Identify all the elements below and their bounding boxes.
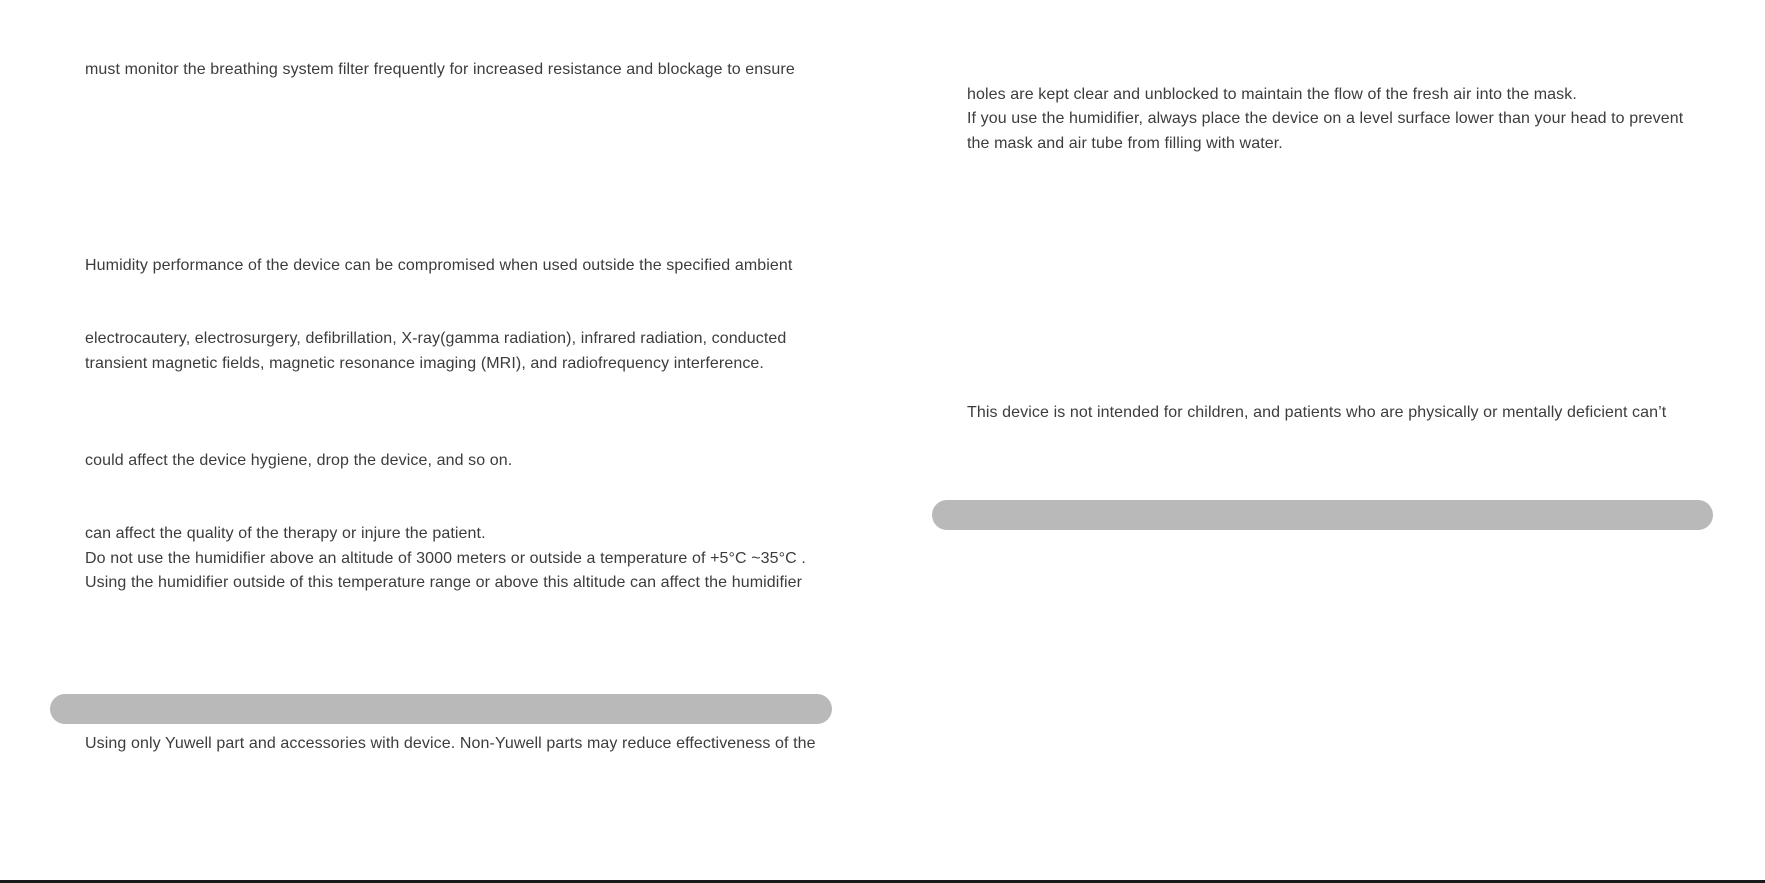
text-line: This device is not intended for children, and patients who are physically or mentally deficient can’t [967, 404, 1667, 421]
text-line: Using the humidifier outside of this temperature range or above this altitude can affect the humidifier [85, 574, 803, 591]
text-line: electrocautery, electrosurgery, defibrillation, X-ray(gamma radiation), infrared radiation, conducted [85, 330, 787, 347]
text-line: must monitor the breathing system filter frequently for increased resistance and blockage to ensure [85, 61, 795, 78]
section-heading-bar [50, 694, 832, 724]
text-line: Using only Yuwell part and accessories with device. Non-Yuwell parts may reduce effectiveness of the [85, 735, 816, 752]
text-line: could affect the device hygiene, drop the device, and so on. [85, 452, 513, 469]
text-line: Humidity performance of the device can be compromised when used outside the specified ambient [85, 257, 793, 274]
right-page [882, 0, 1765, 883]
text-line: can affect the quality of the therapy or injure the patient. [85, 525, 486, 542]
text-line: transient magnetic fields, magnetic resonance imaging (MRI), and radiofrequency interference. [85, 355, 764, 372]
section-heading-bar [932, 500, 1713, 530]
text-line: holes are kept clear and unblocked to maintain the flow of the fresh air into the mask. [967, 86, 1577, 103]
text-line: Do not use the humidifier above an altitude of 3000 meters or outside a temperature of +5°C ~35°C . [85, 550, 806, 567]
left-page [0, 0, 882, 883]
text-line: If you use the humidifier, always place the device on a level surface lower than your head to prevent [967, 110, 1684, 127]
text-line: the mask and air tube from filling with water. [967, 135, 1283, 152]
